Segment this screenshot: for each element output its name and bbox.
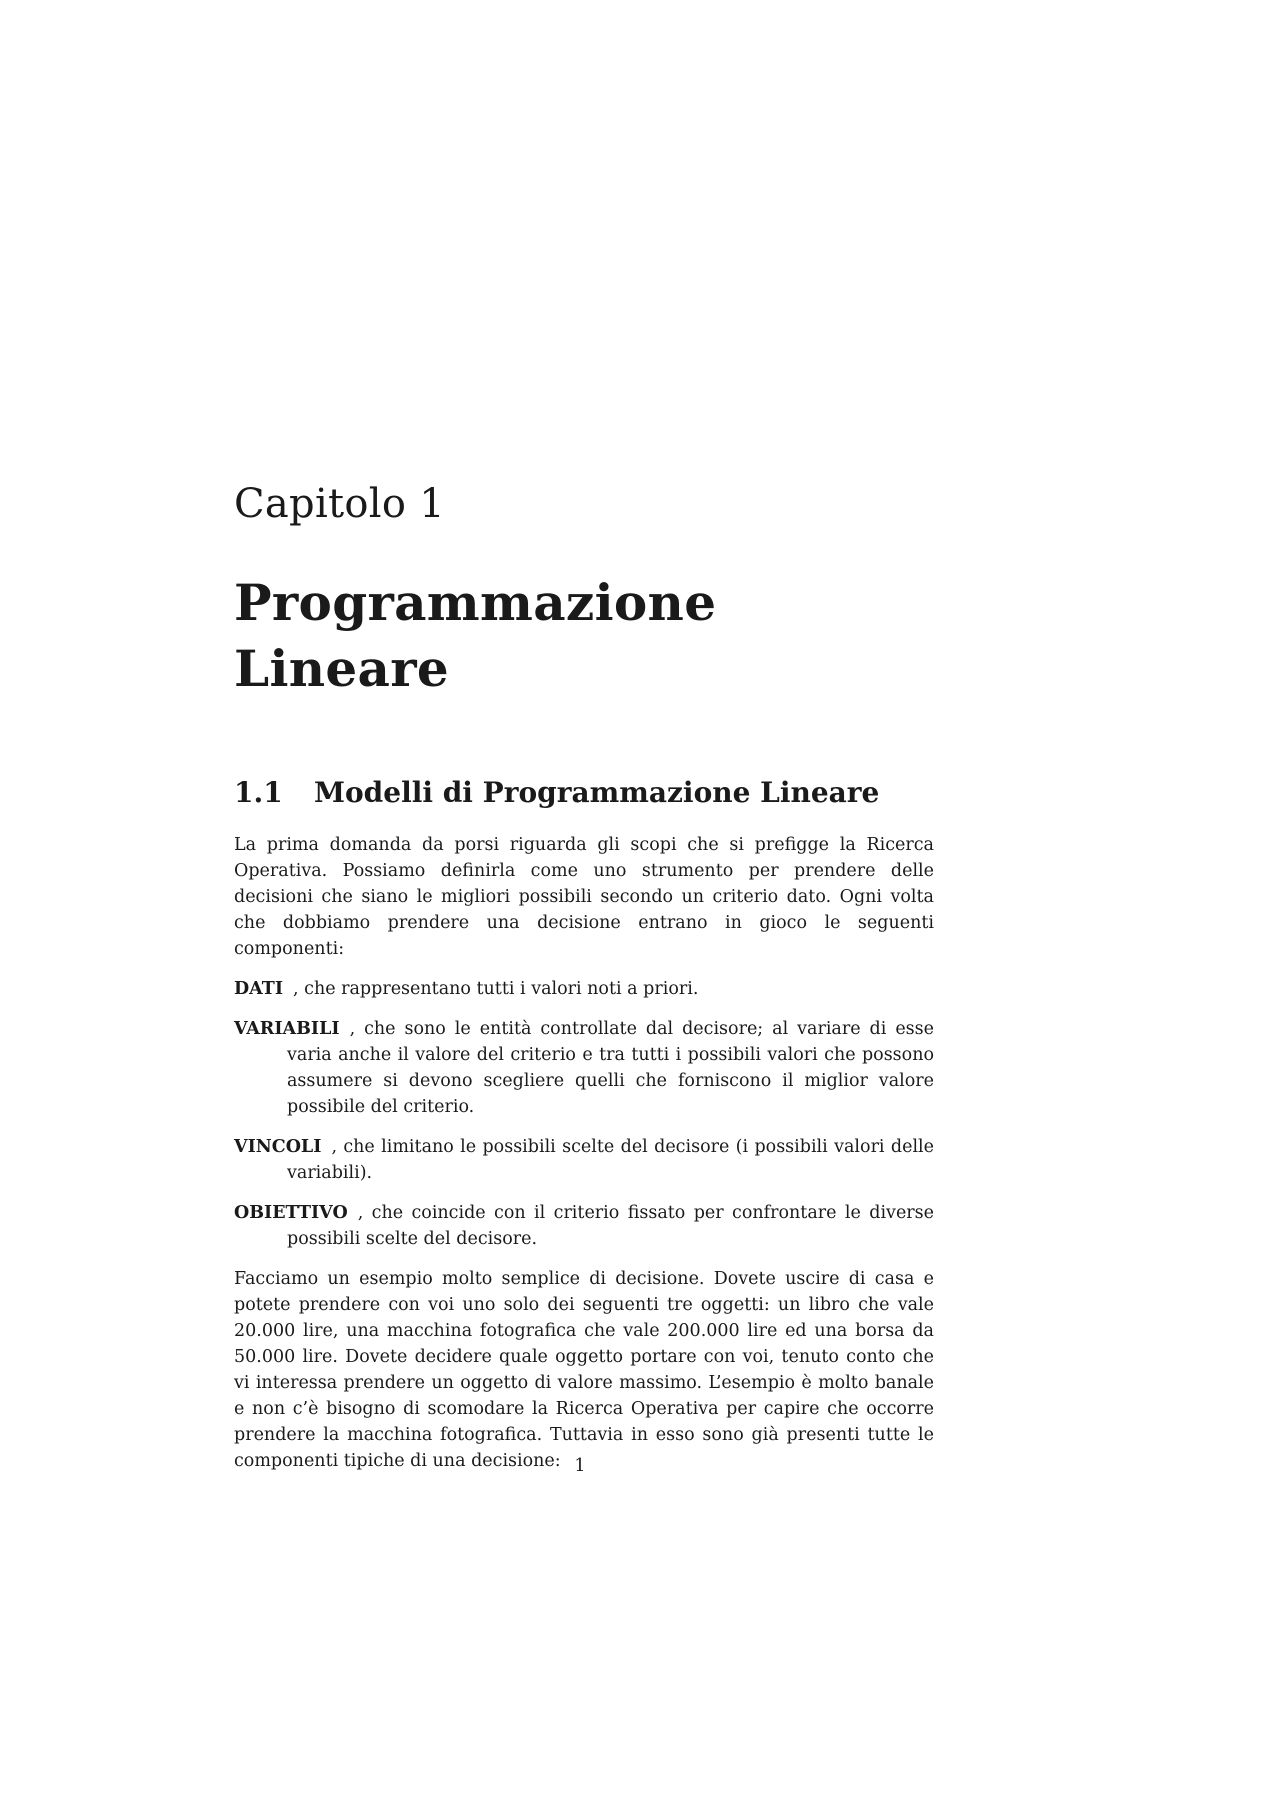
definition-item: [234, 1016, 934, 1120]
definition-item: [234, 976, 934, 1002]
section-number: 1.1: [234, 776, 283, 809]
section-title: Modelli di Programmazione Lineare: [314, 776, 880, 809]
definition-text: , che rappresentano tutti i valori noti a priori.: [293, 979, 699, 999]
definition-term: OBIETTIVO: [234, 1203, 348, 1223]
definition-text: , che limitano le possibili scelte del decisore (i possibili valori delle variabili).: [287, 1137, 934, 1183]
example-paragraph: Facciamo un esempio molto semplice di decisione. Dovete uscire di casa e potete prendere con voi uno solo dei seguenti tre oggetti: un libro che vale 20.000 lire, una macchina fotografica che vale 200.000 lire ed una borsa da 50.000 lire. Dovete decidere quale oggetto portare con voi, tenuto conto che vi interessa prendere un oggetto di valore massimo. L’esempio è molto banale e non c’è bisogno di scomodare la Ricerca Operativa per capire che occorre prendere la macchina fotografica. Tuttavia in esso sono già presenti tutte le componenti tipiche di una decisione:: [234, 1269, 934, 1471]
definition-term: VINCOLI: [234, 1137, 322, 1157]
page-content: [234, 476, 934, 1488]
definition-item: [234, 1134, 934, 1186]
definition-text: , che sono le entità controllate dal decisore; al variare di esse varia anche il valore del criterio e tra tutti i possibili valori che possono assumere si devono scegliere quelli che forniscono il miglior valore possibile del criterio.: [287, 1019, 934, 1117]
definition-list: [234, 976, 934, 1252]
definition-item: [234, 1200, 934, 1252]
chapter-label: Capitolo 1: [234, 481, 446, 527]
page-number: 1: [574, 1456, 586, 1476]
definition-text: , che coincide con il criterio fissato per confrontare le diverse possibili scelte del decisore.: [287, 1203, 934, 1249]
intro-paragraph: La prima domanda da porsi riguarda gli scopi che si prefigge la Ricerca Operativa. Possiamo definirla come uno strumento per prendere delle decisioni che siano le migliori possibili secondo un criterio dato. Ogni volta che dobbiamo prendere una decisione entrano in gioco le seguenti componenti:: [234, 835, 934, 959]
section-heading: [234, 774, 934, 812]
chapter-title: Programmazione Lineare: [234, 573, 717, 698]
definition-term: VARIABILI: [234, 1019, 340, 1039]
definition-term: DATI: [234, 979, 284, 999]
